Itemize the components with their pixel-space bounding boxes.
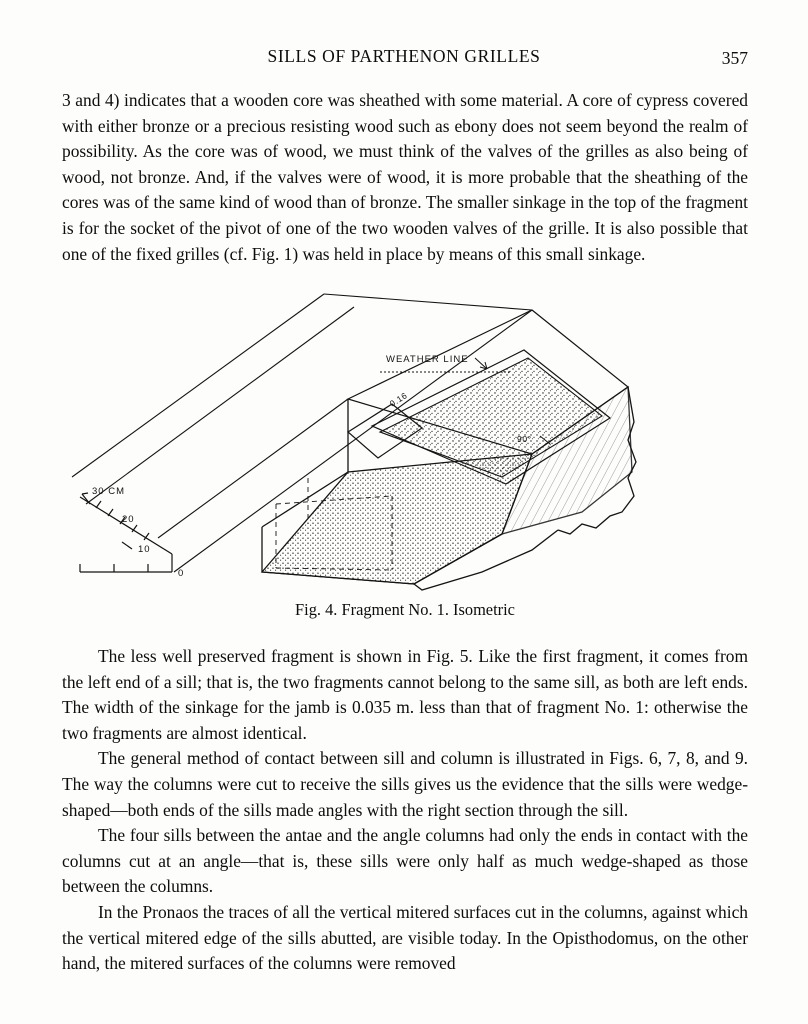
paragraph: The less well preserved fragment is shown in Fig. 5. Like the first fragment, it comes from the left end of a sill; that is, the two fragments cannot belong to the same sill, as both are left ends. The width of the sinkage for the jamb is 0.035 m. less than that of fragment No. 1: otherwise the two fragments are almost identical. — [62, 646, 748, 743]
body-text-bottom — [62, 644, 748, 977]
isometric-drawing — [62, 272, 748, 627]
label-angle-90: 90° — [517, 434, 532, 444]
label-scale-10: 10 — [138, 544, 151, 555]
page-header — [60, 46, 748, 72]
paragraph: The general method of contact between sill and column is illustrated in Figs. 6, 7, 8, and 9. The way the columns were cut to receive the sills gives us the evidence that the sills were wedge-shaped—both ends of the sills made angles with the right section through the sill. — [62, 748, 748, 820]
label-weather-line: WEATHER LINE — [386, 354, 469, 365]
body-text-top — [62, 88, 748, 267]
paragraph: In the Pronaos the traces of all the vertical mitered surfaces cut in the columns, against which the vertical mitered edge of the sills abutted, are visible today. In the Opisthodomus, on the other hand, the mitered surfaces of the columns were removed — [62, 901, 748, 974]
label-scale-0: 0 — [178, 568, 185, 579]
page-number: 357 — [721, 48, 748, 68]
figure-illustration — [62, 272, 748, 627]
label-dimension-016: 0.16 — [387, 390, 410, 409]
figure-caption: Fig. 4. Fragment No. 1. Isometric — [295, 600, 515, 619]
label-scale-20: 20 — [122, 514, 135, 525]
paragraph: 3 and 4) indicates that a wooden core was sheathed with some material. A core of cypress covered with either bronze or a precious resisting wood such as ebony does not seem beyond the realm of possibility. As the core was of wood, we must think of the valves of the grilles as also being of wood, not bronze. And, if the valves were of wood, it is more probable that the sheathing of the cores was of the same kind of wood than of bronze. The smaller sinkage in the top of the fragment is for the socket of the pivot of one of the two wooden valves of the grille. It is also possible that one of the fixed grilles (cf. Fig. 1) was held in place by means of this small sinkage. — [62, 90, 748, 264]
paragraph: The four sills between the antae and the angle columns had only the ends in contact with the columns cut at an angle—that is, these sills were only half as much wedge-shaped as those between the columns. — [62, 825, 748, 897]
label-scale-30cm: 30 CM — [92, 486, 125, 497]
running-title: SILLS OF PARTHENON GRILLES — [267, 46, 541, 66]
